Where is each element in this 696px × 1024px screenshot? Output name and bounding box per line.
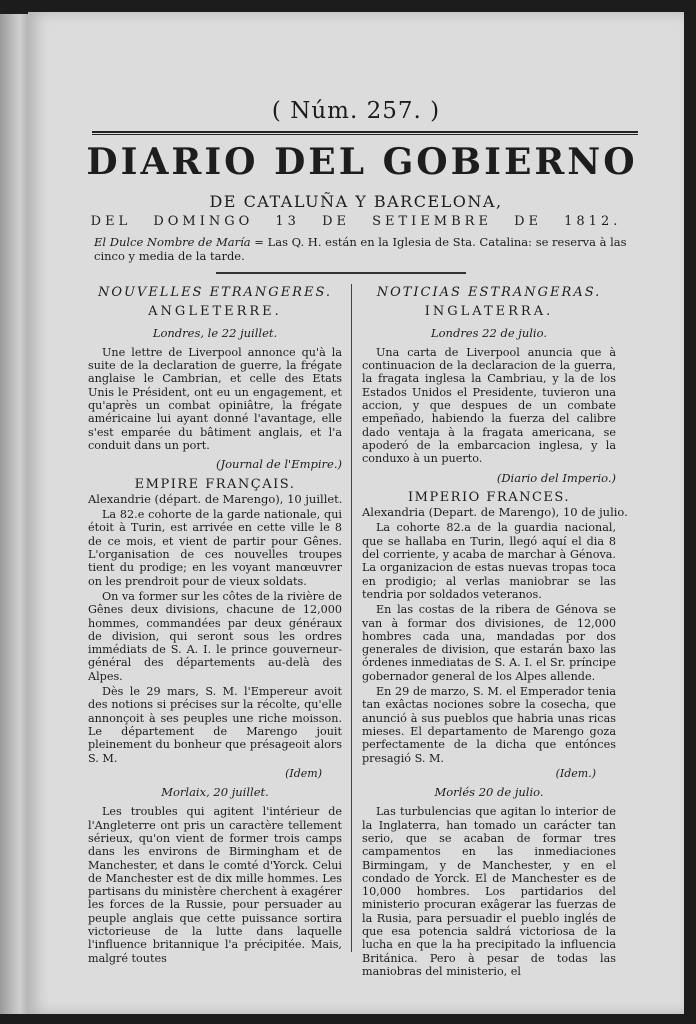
article-paragraph: La cohorte 82.a de la guardia nacional, que se hallaba en Turin, llegó aquí el dia 8 del corriente, y acaba de marchar à Génova. La organizacion de estas nuevas tropas toca en prodigio; al verlas maniobrar se las tendria por soldados veteranos. bbox=[362, 521, 616, 601]
spanish-column bbox=[362, 285, 628, 980]
dateline-place: Londres 22 de julio. bbox=[430, 325, 547, 340]
top-rule bbox=[92, 131, 638, 135]
source-citation: (Idem) bbox=[285, 766, 322, 780]
issue-number: ( Núm. 257. ) bbox=[271, 98, 441, 124]
dateline: DEL DOMINGO 13 DE SETIEMBRE DE 1812. bbox=[90, 214, 622, 229]
saint-name: El Dulce Nombre de María bbox=[94, 235, 251, 249]
masthead-title: DIARIO DEL GOBIERNO bbox=[86, 141, 638, 183]
country-heading: INGLATERRA. bbox=[424, 304, 554, 320]
article-paragraph: La 82.e cohorte de la garde nationale, qui étoit à Turin, est arrivée en cette ville le 8 de ce mois, et vient de partir pour Gênes. L'organisation de ces nouvelles troupes tient du prodige; en les voyant manœuvrer on les prendroit pour de vieux soldats. bbox=[88, 508, 342, 588]
article-paragraph: Dès le 29 mars, S. M. l'Empereur avoit des notions si précises sur la récolte, qu'elle annonçoit à ses peuples une riche moisson. Le département de Marengo jouit pleinement du bonheur que présageoit alors S. M. bbox=[88, 685, 342, 765]
saint-notice bbox=[94, 235, 654, 263]
column-header: NOUVELLES ETRANGERES. bbox=[97, 285, 333, 300]
article-paragraph: Una carta de Liverpool anuncia que à continuacion de la declaracion de la guerra, la fragata inglesa la Cambriau, y la de los Estados Unidos el Presidente, tuvieron una accion, y que despues de un combate empeñado, habiendo la fuerza del calibre dado ventaja à la fragata americana, se apoderó de la embarcacion inglesa, y la conduxo à un puerto. bbox=[362, 345, 616, 466]
country-heading: ANGLETERRE. bbox=[148, 304, 282, 320]
country-heading: EMPIRE FRANÇAIS. bbox=[134, 476, 296, 492]
dateline-place: Alexandria (Depart. de Marengo), 10 de julio. bbox=[362, 505, 628, 520]
column-divider bbox=[351, 284, 352, 952]
newspaper-page bbox=[28, 12, 684, 1014]
source-citation: (Diario del Imperio.) bbox=[496, 470, 616, 485]
article-paragraph: On va former sur les côtes de la rivière de Gênes deux divisions, chacune de 12,000 hommes, commandées par deux généraux de division, qui seront sous les ordres immédiats de S. A. I. le prince gouverneur-général des départements au-delà des Alpes. bbox=[88, 589, 342, 683]
saint-notice-text: = Las Q. H. están en la Iglesia de Sta. Catalina: se reserva à las cinco y media de la tarde. bbox=[94, 235, 627, 263]
article-paragraph: Las turbulencias que agitan lo interior de la Inglaterra, han tomado un carácter tan serio, que se acaban de formar tres campamentos en las inmediaciones Birmingam, y de Manchester, y en el condado de Yorck. El de Manchester es de 10,000 hombres. Los partidarios del ministerio procuran exâgerar las fuerzas de la Rusia, para persuadir el pueblo inglés de que esa potencia saldrá victoriosa de la lucha en que la ha precipitado la influencia Británica. Pero à pesar de todas las maniobras del ministerio, el bbox=[362, 805, 616, 978]
section-rule bbox=[216, 272, 466, 275]
masthead-subtitle: DE CATALUÑA Y BARCELONA, bbox=[209, 192, 503, 211]
column-header: NOTICIAS ESTRANGERAS. bbox=[376, 285, 602, 300]
dateline-place: Londres, le 22 juillet. bbox=[152, 325, 278, 340]
source-citation: (Idem.) bbox=[555, 766, 596, 780]
adjacent-page-edge bbox=[0, 14, 28, 1014]
country-heading: IMPERIO FRANCES. bbox=[408, 489, 570, 505]
article-paragraph: En las costas de la ribera de Génova se van à formar dos divisiones, de 12,000 hombres cada una, mandadas por dos generales de division, que estarán baxo las órdenes inmediatas de S. A. I. el Sr. príncipe gobernador general de los Alpes allende. bbox=[362, 603, 616, 683]
dateline-place: Morlés 20 de julio. bbox=[434, 785, 544, 800]
source-citation: (Journal de l'Empire.) bbox=[216, 457, 342, 472]
french-column bbox=[88, 286, 342, 967]
article-paragraph: Une lettre de Liverpool annonce qu'à la suite de la declaration de guerre, la frégate anglaise le Cambrian, et celle des Etats Unis le Président, ont eu un engagement, et qu'après un combat opiniâtre, la frégate américaine lui ayant donné l'avantage, elle s'est emparée du bâtiment anglais, et l'a conduit dans un port. bbox=[88, 345, 342, 452]
dateline-place: Alexandrie (départ. de Marengo), 10 juillet. bbox=[88, 491, 343, 506]
article-paragraph: En 29 de marzo, S. M. el Emperador tenia tan exâctas nociones sobre la cosecha, que anunció à sus pueblos que habria unas ricas mieses. El departamento de Marengo goza perfectamente de la dicha que entónces presagió S. M. bbox=[362, 685, 616, 765]
article-paragraph: Les troubles qui agitent l'intérieur de l'Angleterre ont pris un caractère tellement sérieux, qu'on vient de former trois camps dans les environs de Birmingham et de Manchester, et dans le comté d'Yorck. Celui de Manchester est de dix mille hommes. Les partisans du ministère cherchent à exagérer les forces de la Russie, pour persuader au peuple anglais que cette puissance sortira victorieuse de la lutte dans laquelle l'influence britannique l'a précipitée. Mais, malgré toutes bbox=[88, 805, 342, 965]
dateline-place: Morlaix, 20 juillet. bbox=[161, 785, 269, 800]
